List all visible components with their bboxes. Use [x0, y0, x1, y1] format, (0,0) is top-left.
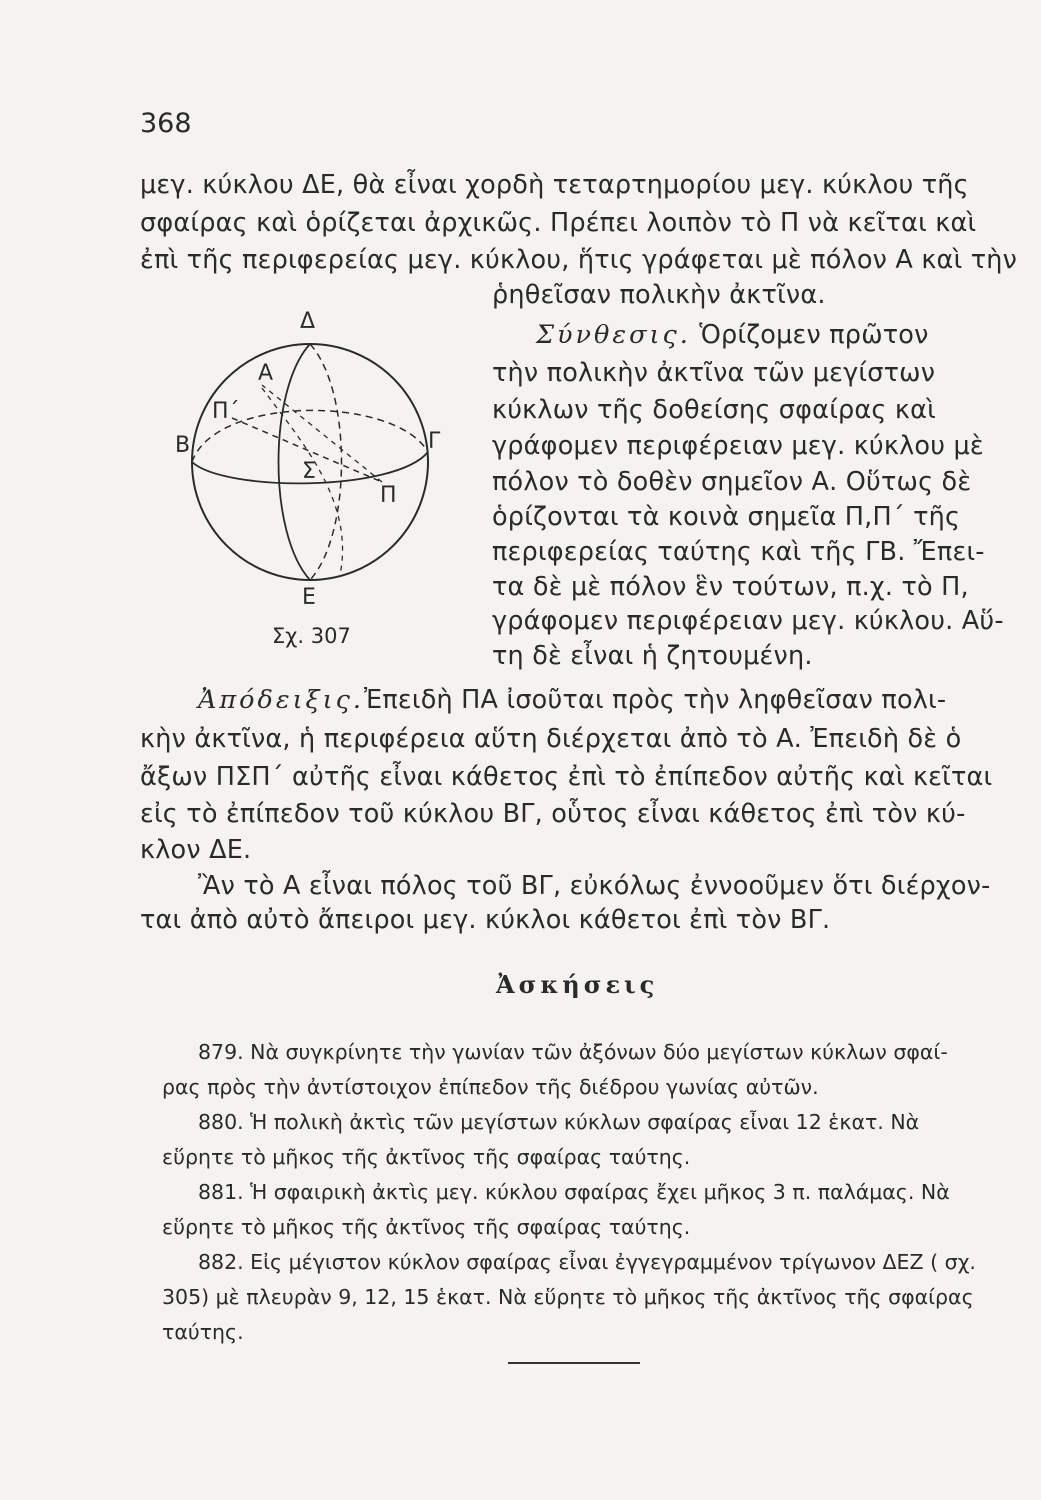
synthesis-line-9: γράφομεν περιφέρειαν μεγ. κύκλου. Αὕ- [492, 606, 1004, 636]
exercise-879-line-2: ρας πρὸς τὴν ἀντίστοιχον ἐπίπεδον τῆς διέδρου γωνίας αὐτῶν. [162, 1075, 819, 1099]
synthesis-line-1-text: Ὁρίζομεν πρῶτον [699, 320, 929, 350]
para1-line-4: ῥηθεῖσαν πολικὴν ἀκτῖνα. [492, 280, 826, 310]
exercise-882-line-2: 305) μὲ πλευρὰν 9, 12, 15 ἑκατ. Νὰ εὕρητε τὸ μῆκος τῆς ἀκτῖνος τῆς σφαίρας [162, 1285, 974, 1309]
exercise-881-line-2: εὕρητε τὸ μῆκος τῆς ἀκτῖνος τῆς σφαίρας ταύτης. [162, 1215, 691, 1239]
proof-heading: Ἀπόδειξις. [198, 685, 364, 715]
synthesis-line-1 [536, 320, 929, 350]
proof-line-6: Ἂν τὸ Α εἶναι πόλος τοῦ ΒΓ, εὐκόλως ἐννοοῦμεν ὅτι διέρχον- [198, 871, 991, 901]
synthesis-line-10: τη δὲ εἶναι ἡ ζητουμένη. [492, 641, 813, 671]
exercise-882-line-3: ταύτης. [162, 1320, 244, 1344]
label-delta: Δ [300, 309, 316, 334]
sphere-figure [165, 300, 465, 660]
exercises-heading: Ἀσκήσεις [496, 970, 659, 999]
exercise-880-line-1: 880. Ἡ πολικὴ ἀκτὶς τῶν μεγίστων κύκλων σφαίρας εἶναι 12 ἑκατ. Νὰ [198, 1110, 920, 1134]
synthesis-line-4: γράφομεν περιφέρειαν μεγ. κύκλου μὲ [492, 431, 984, 461]
proof-line-1 [198, 685, 946, 715]
synthesis-line-3: κύκλων τῆς δοθείσης σφαίρας καὶ [492, 395, 936, 425]
para1-line-2: σφαίρας καὶ ὁρίζεται ἀρχικῶς. Πρέπει λοιπὸν τὸ Π νὰ κεῖται καὶ [140, 208, 977, 238]
proof-line-5: κλον ΔΕ. [140, 835, 252, 865]
figure-caption: Σχ. 307 [272, 624, 351, 648]
para1-line-1: μεγ. κύκλου ΔΕ, θὰ εἶναι χορδὴ τεταρτημορίου μεγ. κύκλου τῆς [140, 170, 969, 200]
label-beta: Β [175, 433, 191, 458]
synthesis-line-8: τα δὲ μὲ πόλον ἓν τούτων, π.χ. τὸ Π, [492, 572, 969, 602]
synthesis-line-7: περιφερείας ταύτης καὶ τῆς ΓΒ. Ἔπει- [492, 537, 985, 567]
label-pi: Π [380, 483, 397, 508]
label-epsilon: Ε [302, 585, 316, 610]
proof-line-7: ται ἀπὸ αὐτὸ ἄπειροι μεγ. κύκλοι κάθετοι ἐπὶ τὸν ΒΓ. [140, 905, 831, 935]
label-gamma: Γ [428, 429, 441, 454]
para1-line-3: ἐπὶ τῆς περιφερείας μεγ. κύκλου, ἥτις γράφεται μὲ πόλον Α καὶ τὴν [140, 245, 1018, 275]
label-pi-prime: Π΄ [212, 399, 240, 424]
exercise-880-line-2: εὕρητε τὸ μῆκος τῆς ἀκτῖνος τῆς σφαίρας ταύτης. [162, 1145, 691, 1169]
proof-line-1-text: Ἐπειδὴ ΠΑ ἰσοῦται πρὸς τὴν ληφθεῖσαν πολι- [364, 685, 947, 715]
proof-line-4: εἰς τὸ ἐπίπεδον τοῦ κύκλου ΒΓ, οὗτος εἶναι κάθετος ἐπὶ τὸν κύ- [140, 799, 966, 829]
label-alpha: Α [258, 361, 274, 386]
proof-line-3: ἄξων ΠΣΠ΄ αὐτῆς εἶναι κάθετος ἐπὶ τὸ ἐπίπεδον αὐτῆς καὶ κεῖται [140, 762, 993, 792]
synthesis-line-5: πόλον τὸ δοθὲν σημεῖον Α. Οὕτως δὲ [492, 467, 972, 497]
synthesis-heading: Σύνθεσις. [536, 320, 691, 350]
exercise-879-line-1: 879. Νὰ συγκρίνητε τὴν γωνίαν τῶν ἀξόνων δύο μεγίστων κύκλων σφαί- [198, 1040, 948, 1064]
page-number: 368 [140, 108, 192, 139]
exercise-881-line-1: 881. Ἡ σφαιρικὴ ἀκτὶς μεγ. κύκλου σφαίρας ἔχει μῆκος 3 π. παλάμας. Νὰ [198, 1180, 950, 1204]
proof-line-2: κὴν ἀκτῖνα, ἡ περιφέρεια αὕτη διέρχεται ἀπὸ τὸ Α. Ἐπειδὴ δὲ ὁ [140, 724, 962, 754]
synthesis-line-2: τὴν πολικὴν ἀκτῖνα τῶν μεγίστων [492, 358, 936, 388]
synthesis-line-6: ὁρίζονται τὰ κοινὰ σημεῖα Π,Π΄ τῆς [492, 502, 961, 532]
footer-rule [508, 1362, 640, 1364]
exercise-882-line-1: 882. Εἰς μέγιστον κύκλον σφαίρας εἶναι ἐγγεγραμμένον τρίγωνον ΔΕΖ ( σχ. [198, 1250, 976, 1274]
label-sigma: Σ [302, 459, 316, 484]
